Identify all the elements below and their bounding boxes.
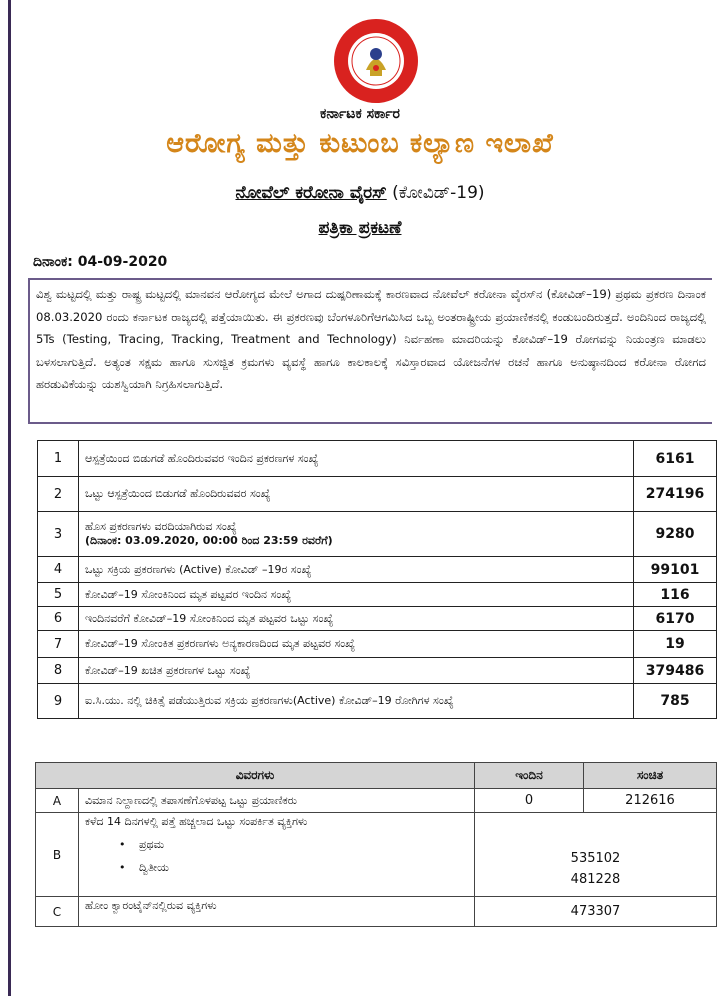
primary-value: 535102 xyxy=(570,850,621,866)
today-header: ಇಂದಿನ xyxy=(475,763,584,789)
date-line: ದಿನಾಂಕ: 04-09-2020 xyxy=(33,254,168,270)
details-header: ವಿವರಗಳು xyxy=(36,763,475,789)
details-table xyxy=(35,762,717,927)
stat-label-main: ಹೊಸ ಪ್ರಕರಣಗಳು ವರದಿಯಾಗಿರುವ ಸಂಖ್ಯೆ xyxy=(85,520,237,533)
row-letter: C xyxy=(36,897,79,927)
subtitle-paren: (ಕೋವಿಡ್-19) xyxy=(386,183,485,203)
list-item xyxy=(119,861,468,875)
stat-value: 785 xyxy=(634,684,717,719)
stat-value: 19 xyxy=(634,631,717,658)
row-label: ವಿಮಾನ ನಿಲ್ದಾಣದಲ್ಲಿ ತಪಾಸಣೆಗೊಳಪಟ್ಟ ಒಟ್ಟು ಪ್ರಯಾಣಿಕರು xyxy=(79,789,475,813)
bullet-icon: • xyxy=(119,861,126,874)
subtitle-main: ನೋವೆಲ್ ಕರೋನಾ ವೈರಸ್ xyxy=(235,183,387,203)
quarantine-value: 473307 xyxy=(475,897,717,927)
stat-value: 6170 xyxy=(634,607,717,631)
stat-value: 99101 xyxy=(634,557,717,583)
table-row xyxy=(38,477,717,512)
stat-num: 7 xyxy=(38,631,79,658)
stat-num: 2 xyxy=(38,477,79,512)
table-row xyxy=(38,607,717,631)
row-letter: A xyxy=(36,789,79,813)
karnataka-seal-icon xyxy=(333,18,419,104)
department-title: ಆರೋಗ್ಯ ಮತ್ತು ಕುಟುಂಬ ಕಲ್ಯಾಣ ಇಲಾಖೆ xyxy=(166,128,554,159)
table-row xyxy=(38,658,717,684)
today-value: 0 xyxy=(475,789,584,813)
table-row xyxy=(36,813,717,897)
stat-label: ಕೋವಿಡ್–19 ಸೋಂಕಿನಿಂದ ಮೃತ ಪಟ್ಟವರ ಇಂದಿನ ಸಂಖ್ಯೆ xyxy=(79,583,634,607)
cumulative-header: ಸಂಚಿತ xyxy=(584,763,717,789)
secondary-label: ದ್ವಿತೀಯ xyxy=(139,861,169,874)
bullet-icon: • xyxy=(119,838,126,851)
stat-value: 379486 xyxy=(634,658,717,684)
intro-paragraph: ವಿಶ್ವ ಮಟ್ಟದಲ್ಲಿ ಮತ್ತು ರಾಷ್ಟ್ರ ಮಟ್ಟದಲ್ಲಿ ಮಾನವನ ಆರೋಗ್ಯದ ಮೇಲೆ ಅಗಾದ ದುಷ್ಪರಿಣಾಮಕ್ಕೆ ಕಾರಣವಾದ ನೋವೆಲ್ ಕರೋನಾ ವೈರಸ್‌ನ (ಕೋವಿಡ್–19) ಪ್ರಥಮ ಪ್ರಕರಣ ದಿನಾಂಕ 08.03.2020 ರಂದು ಕರ್ನಾಟಕ ರಾಜ್ಯದಲ್ಲಿ ಪತ್ತೆಯಾಯಿತು. ಈ ಪ್ರಕರಣವು ಬೆಂಗಳೂರಿಗೆಆಗಮಿಸಿದ ಒಬ್ಬ ಅಂತರಾಷ್ಟ್ರೀಯ ಪ್ರಯಾಣಿಕನಲ್ಲಿ ಕಂಡುಬಂದಿರುತ್ತದೆ. ಅಂದಿನಿಂದ ರಾಜ್ಯದಲ್ಲಿ 5Ts (Testing, Tracing, Tracking, Treatment and Technology) ನಿರ್ವಹಣಾ ಮಾದರಿಯನ್ನು ಕೋವಿಡ್–19 ರೋಗವನ್ನು ನಿಯಂತ್ರಣ ಮಾಡಲು ಬಳಸಲಾಗುತ್ತಿದೆ. ಅತ್ಯಂತ ಸಕ್ಷಮ ಹಾಗೂ ಸುಸಜ್ಜಿತ ಕ್ರಮಗಳು ವ್ಯವಸ್ಥೆ ಹಾಗೂ ಕಾಲಕಾಲಕ್ಕೆ ಸವಿಸ್ತಾರವಾದ ಯೋಜನೆಗಳ ರಚನೆ ಹಾಗೂ ಅನುಷ್ಠಾನದಿಂದ ಕರೋನಾ ರೋಗದ ಹರಡುವಿಕೆಯನ್ನು ಯಶಸ್ವಿಯಾಗಿ ನಿಗ್ರಹಿಸಲಾಗುತ್ತಿದೆ. xyxy=(28,278,712,424)
row-letter: B xyxy=(36,813,79,897)
table-row xyxy=(38,557,717,583)
stat-label: ಒಟ್ಟು ಸಕ್ರಿಯ ಪ್ರಕರಣಗಳು (Active) ಕೋವಿಡ್ –19ರ ಸಂಖ್ಯೆ xyxy=(79,557,634,583)
stat-label: ಆಸ್ಪತ್ರೆಯಿಂದ ಬಿಡುಗಡೆ ಹೊಂದಿರುವವರ ಇಂದಿನ ಪ್ರಕರಣಗಳ ಸಂಖ್ಯೆ xyxy=(79,441,634,477)
table-row xyxy=(38,512,717,557)
table-row xyxy=(38,441,717,477)
contact-values xyxy=(475,813,717,897)
row-label-cell xyxy=(79,813,475,897)
stat-num: 8 xyxy=(38,658,79,684)
table-row xyxy=(36,897,717,927)
press-release-heading: ಪತ್ರಿಕಾ ಪ್ರಕಟಣೆ xyxy=(318,218,402,238)
document-subtitle xyxy=(0,183,720,203)
stat-num: 4 xyxy=(38,557,79,583)
secondary-value: 481228 xyxy=(570,871,621,887)
stat-value: 274196 xyxy=(634,477,717,512)
table-row xyxy=(38,631,717,658)
list-item xyxy=(119,838,468,852)
stat-num: 3 xyxy=(38,512,79,557)
table-row xyxy=(38,684,717,719)
stat-num: 9 xyxy=(38,684,79,719)
stats-table xyxy=(37,440,717,719)
stat-value: 6161 xyxy=(634,441,717,477)
stat-value: 116 xyxy=(634,583,717,607)
stat-label xyxy=(79,512,634,557)
stat-label: ಒಟ್ಟು ಆಸ್ಪತ್ರೆಯಿಂದ ಬಿಡುಗಡೆ ಹೊಂದಿರುವವರ ಸಂಖ್ಯೆ xyxy=(79,477,634,512)
stat-label: ಐ.ಸಿ.ಯು. ನಲ್ಲಿ ಚಿಕಿತ್ಸೆ ಪಡೆಯುತ್ತಿರುವ ಸಕ್ರಿಯ ಪ್ರಕರಣಗಳು(Active) ಕೋವಿಡ್–19 ರೋಗಿಗಳ ಸಂಖ್ಯೆ xyxy=(79,684,634,719)
stat-num: 6 xyxy=(38,607,79,631)
stat-label: ಇಂದಿನವರೆಗೆ ಕೋವಿಡ್–19 ಸೋಂಕಿನಿಂದ ಮೃತ ಪಟ್ಟವರ ಒಟ್ಟು ಸಂಖ್ಯೆ xyxy=(79,607,634,631)
government-name: ಕರ್ನಾಟಕ ಸರ್ಕಾರ xyxy=(320,106,400,122)
stat-value: 9280 xyxy=(634,512,717,557)
stat-label: ಕೋವಿಡ್–19 ಸೋಂಕಿತ ಪ್ರಕರಣಗಳು ಅನ್ಯಕಾರಣದಿಂದ ಮೃತ ಪಟ್ಟವರ ಸಂಖ್ಯೆ xyxy=(79,631,634,658)
row-label: ಕಳೆದ 14 ದಿನಗಳಲ್ಲಿ ಪತ್ತೆ ಹಚ್ಚಲಾದ ಒಟ್ಟು ಸಂಪರ್ಕಿತ ವ್ಯಕ್ತಿಗಳು xyxy=(85,815,308,828)
table-row xyxy=(36,789,717,813)
details-header-row xyxy=(36,763,717,789)
stat-num: 1 xyxy=(38,441,79,477)
table-row xyxy=(38,583,717,607)
stat-label: ಕೋವಿಡ್–19 ಖಚಿತ ಪ್ರಕರಣಗಳ ಒಟ್ಟು ಸಂಖ್ಯೆ xyxy=(79,658,634,684)
primary-label: ಪ್ರಥಮ xyxy=(139,838,165,851)
stat-label-sub: (ದಿನಾಂಕ: 03.09.2020, 00:00 ರಿಂದ 23:59 ರವರೆಗೆ) xyxy=(85,534,333,547)
cumulative-value: 212616 xyxy=(584,789,717,813)
stat-num: 5 xyxy=(38,583,79,607)
row-label: ಹೋಂ ಕ್ವಾರಂಟೈನ್‌ನಲ್ಲಿರುವ ವ್ಯಕ್ತಿಗಳು xyxy=(79,897,475,927)
